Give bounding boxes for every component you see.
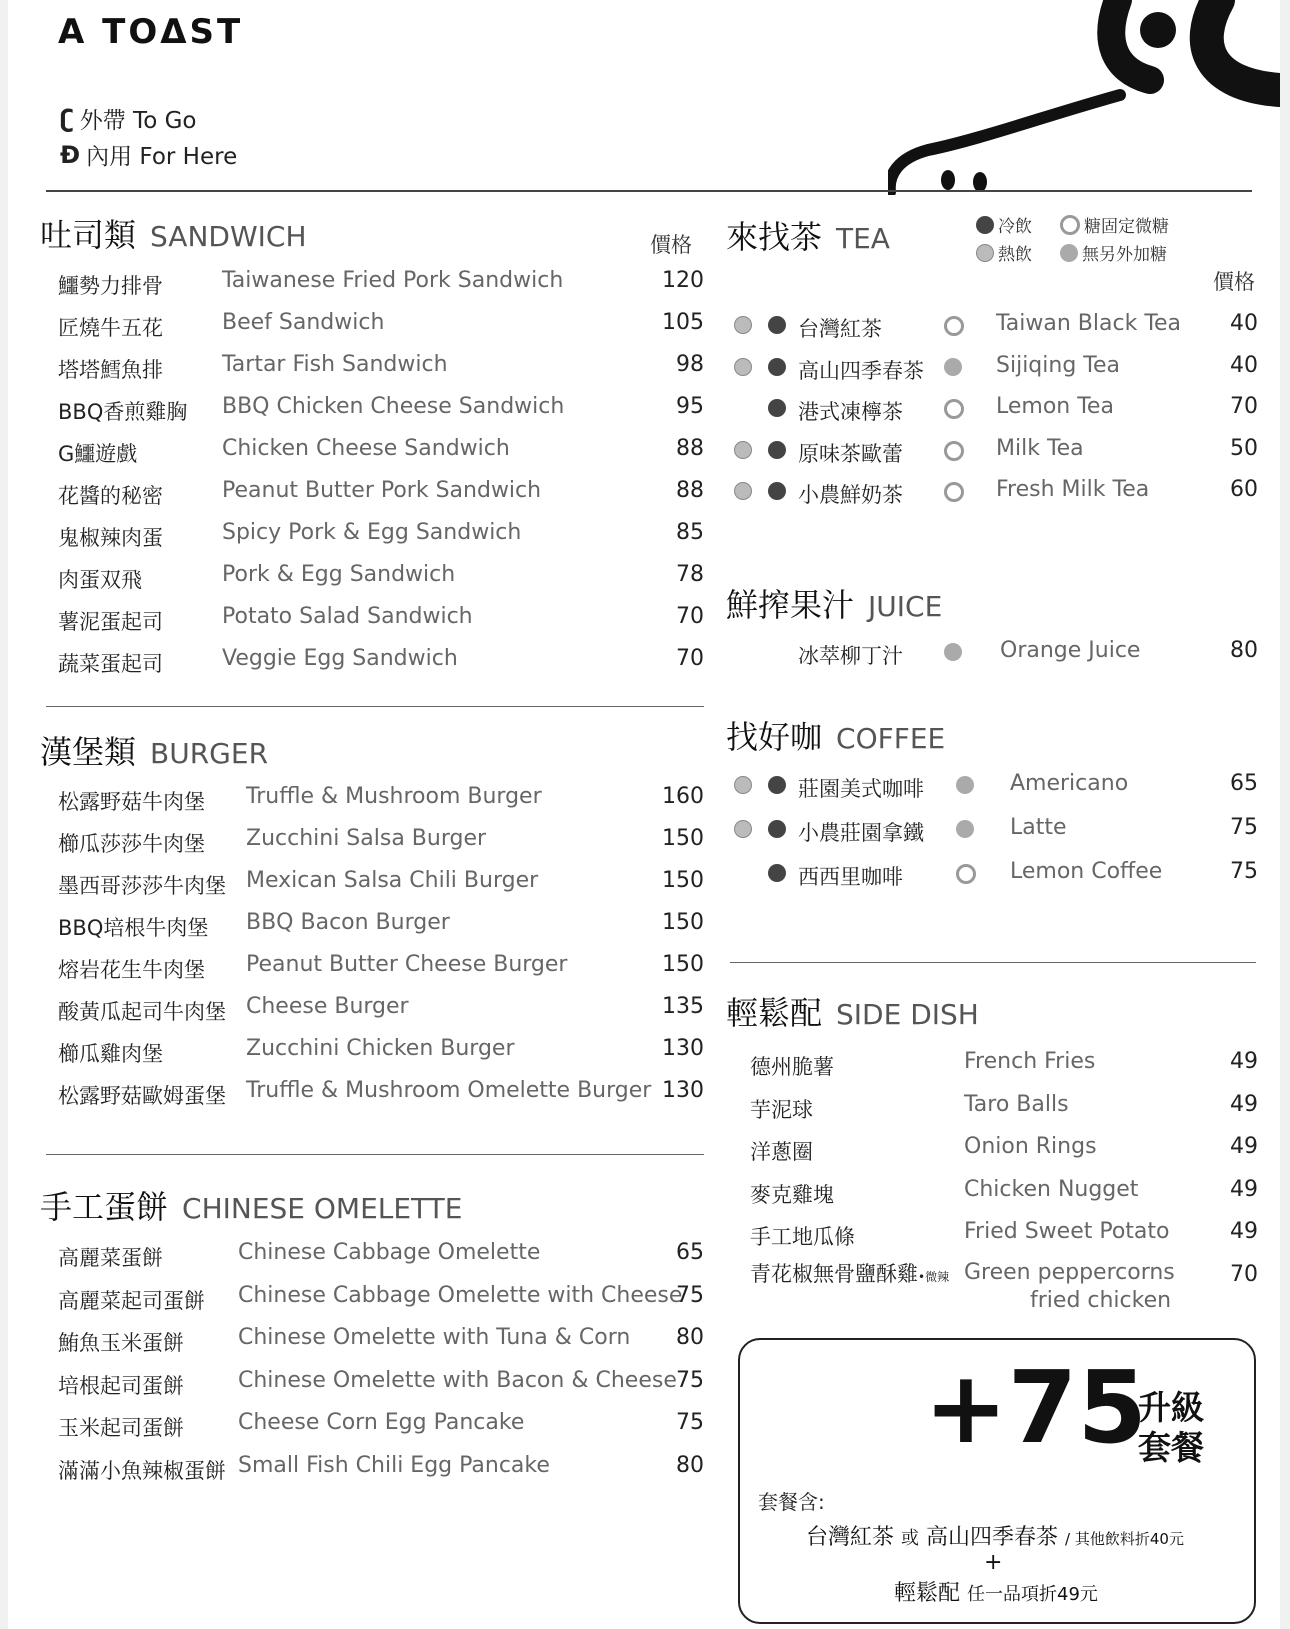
section-title-omelette: 手工蛋餅 CHINESE OMELETTE <box>40 1188 463 1226</box>
divider-burger-omelette <box>46 1154 704 1155</box>
sandwich-item-price: 70 <box>676 646 704 671</box>
burger-item-price: 160 <box>662 784 704 809</box>
sandwich-item-zh: 肉蛋双飛 <box>58 568 142 592</box>
side-item-en: Fried Sweet Potato <box>964 1219 1170 1244</box>
side-item-price: 49 <box>1230 1219 1258 1244</box>
cold-drink-icon <box>768 482 786 500</box>
hot-drink-icon <box>976 244 994 262</box>
burger-item-zh: 櫛瓜莎莎牛肉堡 <box>58 832 205 856</box>
sandwich-item-en: Taiwanese Fried Pork Sandwich <box>222 268 564 293</box>
tea-item-en: Milk Tea <box>996 435 1084 461</box>
sandwich-item-price: 95 <box>676 394 704 419</box>
legend-to-go-label: 外帶 To Go <box>79 108 197 134</box>
side-item-zh: 麥克雞塊 <box>750 1182 834 1207</box>
sandwich-item-price: 70 <box>676 604 704 629</box>
omelette-item-zh: 玉米起司蛋餅 <box>58 1416 184 1440</box>
burger-item-en: BBQ Bacon Burger <box>246 910 450 935</box>
sandwich-item-zh: 塔塔鱈魚排 <box>58 358 163 382</box>
tea-item-zh: 台灣紅茶 <box>798 317 882 341</box>
section-title-sandwich: 吐司類 SANDWICH <box>40 216 307 254</box>
sandwich-item-price: 85 <box>676 520 704 545</box>
price-header-right: 價格 <box>1213 270 1255 294</box>
omelette-item-zh: 高麗菜蛋餅 <box>58 1246 163 1270</box>
burger-item-price: 130 <box>662 1078 704 1103</box>
no-sugar-icon <box>944 643 962 661</box>
sandwich-item-en: Spicy Pork & Egg Sandwich <box>222 520 522 545</box>
sandwich-item-en: Pork & Egg Sandwich <box>222 562 456 587</box>
sandwich-item-zh: 薯泥蛋起司 <box>58 610 163 634</box>
no-sugar-icon <box>944 358 962 376</box>
tea-item-price: 40 <box>1230 352 1258 378</box>
sandwich-item-en: Tartar Fish Sandwich <box>222 352 448 377</box>
legend-no-sugar: 無另外加糖 <box>1060 240 1167 265</box>
coffee-item-zh: 莊園美式咖啡 <box>798 777 924 801</box>
section-title-side: 輕鬆配 SIDE DISH <box>726 994 979 1032</box>
omelette-item-price: 80 <box>676 1325 704 1350</box>
hot-drink-icon <box>734 482 752 500</box>
side-item-zh: 洋蔥圈 <box>750 1140 813 1164</box>
coffee-item-en: Latte <box>1010 815 1067 840</box>
burger-item-price: 135 <box>662 994 704 1019</box>
burger-item-zh: 松露野菇牛肉堡 <box>58 790 205 814</box>
price-header-left: 價格 <box>650 233 692 257</box>
omelette-item-price: 80 <box>676 1452 704 1478</box>
legend-for-here-label: 內用 For Here <box>86 144 238 170</box>
sandwich-item-zh: 鬼椒辣肉蛋 <box>58 526 163 550</box>
burger-item-zh: 松露野菇歐姆蛋堡 <box>58 1084 226 1108</box>
no-sugar-icon <box>1060 244 1078 262</box>
burger-item-en: Truffle & Mushroom Burger <box>246 784 542 809</box>
sandwich-item-price: 98 <box>676 352 704 377</box>
juice-item-zh: 冰萃柳丁汁 <box>798 644 903 668</box>
coffee-item-en: Americano <box>1010 771 1129 796</box>
tea-item-en: Lemon Tea <box>996 394 1114 419</box>
cold-drink-icon <box>768 864 786 882</box>
coffee-item-price: 75 <box>1230 815 1258 840</box>
burger-item-zh: 櫛瓜雞肉堡 <box>58 1042 163 1066</box>
side-item-zh: 手工地瓜條 <box>750 1225 855 1249</box>
fixed-sugar-icon <box>944 316 964 336</box>
burger-item-price: 150 <box>662 868 704 893</box>
combo-label-2: 套餐 <box>1138 1428 1204 1467</box>
fixed-sugar-icon <box>956 864 976 884</box>
side-item-zh-special: 青花椒無骨鹽酥雞•微辣 <box>750 1262 950 1286</box>
burger-item-en: Zucchini Chicken Burger <box>246 1036 515 1061</box>
sandwich-item-price: 78 <box>676 562 704 587</box>
menu-page <box>8 0 1280 1629</box>
side-item-zh: 芋泥球 <box>750 1097 813 1122</box>
divider-coffee-side <box>730 962 1256 963</box>
sandwich-item-zh: 蔬菜蛋起司 <box>58 652 163 676</box>
juice-item-en: Orange Juice <box>1000 638 1141 663</box>
burger-item-zh: BBQ培根牛肉堡 <box>58 916 209 940</box>
sandwich-item-price: 105 <box>662 310 704 335</box>
combo-label-1: 升級 <box>1138 1388 1204 1427</box>
side-item-en-special-2: fried chicken <box>1030 1288 1172 1313</box>
omelette-item-en: Cheese Corn Egg Pancake <box>238 1410 525 1435</box>
sandwich-item-en: Veggie Egg Sandwich <box>222 646 458 671</box>
burger-item-price: 150 <box>662 910 704 935</box>
tea-item-price: 50 <box>1230 435 1258 461</box>
sandwich-item-price: 88 <box>676 478 704 503</box>
cold-drink-icon <box>976 216 994 234</box>
section-title-coffee: 找好咖 COFFEE <box>726 718 946 756</box>
section-title-tea: 來找茶 TEA <box>726 218 890 256</box>
tea-item-en: Sijiqing Tea <box>996 352 1120 378</box>
hot-drink-icon <box>734 820 752 838</box>
coffee-item-price: 75 <box>1230 859 1258 884</box>
omelette-item-en: Chinese Omelette with Tuna & Corn <box>238 1325 631 1350</box>
side-item-price-special: 70 <box>1230 1262 1258 1287</box>
sandwich-item-en: Peanut Butter Pork Sandwich <box>222 478 542 503</box>
side-item-en: Chicken Nugget <box>964 1176 1139 1202</box>
burger-item-en: Zucchini Salsa Burger <box>246 826 487 851</box>
legend-cold: 冷飲 <box>976 212 1032 237</box>
for-here-icon: Ð <box>60 140 81 169</box>
side-item-en: Onion Rings <box>964 1134 1097 1159</box>
omelette-item-en: Chinese Omelette with Bacon & Cheese <box>238 1367 677 1393</box>
burger-item-price: 150 <box>662 826 704 851</box>
cold-drink-icon <box>768 316 786 334</box>
fixed-sugar-icon <box>944 399 964 419</box>
tea-item-price: 60 <box>1230 477 1258 502</box>
tea-item-price: 70 <box>1230 394 1258 419</box>
sandwich-item-zh: 匠燒牛五花 <box>58 316 163 340</box>
tea-item-price: 40 <box>1230 311 1258 336</box>
side-item-en: Taro Balls <box>964 1091 1069 1117</box>
section-title-burger: 漢堡類 BURGER <box>40 733 269 771</box>
burger-item-en: Peanut Butter Cheese Burger <box>246 952 568 977</box>
coffee-item-zh: 小農莊園拿鐵 <box>798 821 924 845</box>
sandwich-item-zh: G鱷遊戲 <box>58 442 138 466</box>
sandwich-item-en: BBQ Chicken Cheese Sandwich <box>222 394 565 419</box>
sandwich-item-zh: 鱷勢力排骨 <box>58 274 163 298</box>
burger-item-en: Truffle & Mushroom Omelette Burger <box>246 1078 652 1103</box>
to-go-icon: ʗ <box>60 104 74 133</box>
tea-item-zh: 原味茶歐蕾 <box>798 441 903 466</box>
fixed-sugar-icon <box>944 441 964 461</box>
side-item-en: French Fries <box>964 1049 1096 1074</box>
cold-drink-icon <box>768 358 786 376</box>
sandwich-item-en: Chicken Cheese Sandwich <box>222 436 510 461</box>
side-item-zh: 德州脆薯 <box>750 1055 834 1079</box>
fixed-sugar-icon <box>944 482 964 502</box>
combo-plus: + <box>984 1550 1003 1575</box>
omelette-item-zh: 培根起司蛋餅 <box>58 1373 184 1398</box>
omelette-item-zh: 鮪魚玉米蛋餅 <box>58 1331 184 1355</box>
omelette-item-en: Chinese Cabbage Omelette with Cheese <box>238 1282 683 1308</box>
side-item-en-special: Green peppercorns <box>964 1260 1175 1285</box>
cold-drink-icon <box>768 441 786 459</box>
no-sugar-icon <box>956 820 974 838</box>
legend-for-here <box>60 138 237 171</box>
coffee-item-price: 65 <box>1230 771 1258 796</box>
legend-fixed-sugar: 糖固定微糖 <box>1060 212 1169 237</box>
coffee-item-zh: 西西里咖啡 <box>798 865 903 889</box>
juice-item-price: 80 <box>1230 638 1258 663</box>
side-item-price: 49 <box>1230 1049 1258 1074</box>
burger-item-price: 150 <box>662 952 704 977</box>
brand-logo: A TOΔST <box>58 12 244 52</box>
omelette-item-price: 75 <box>676 1410 704 1435</box>
hot-drink-icon <box>734 316 752 334</box>
fixed-sugar-icon <box>1060 215 1080 235</box>
burger-item-zh: 酸黃瓜起司牛肉堡 <box>58 1000 226 1024</box>
burger-item-price: 130 <box>662 1036 704 1061</box>
tea-item-en: Fresh Milk Tea <box>996 477 1150 502</box>
sandwich-item-en: Potato Salad Sandwich <box>222 604 473 629</box>
tea-item-zh: 港式凍檸茶 <box>798 400 903 424</box>
hot-drink-icon <box>734 776 752 794</box>
side-item-price: 49 <box>1230 1134 1258 1159</box>
mascot-illustration <box>888 0 1280 195</box>
burger-item-en: Mexican Salsa Chili Burger <box>246 868 539 893</box>
combo-price: +75 <box>924 1349 1147 1466</box>
legend-hot: 熱飲 <box>976 240 1032 265</box>
combo-includes-label: 套餐含: <box>758 1490 825 1514</box>
sandwich-item-price: 88 <box>676 436 704 461</box>
cold-drink-icon <box>768 776 786 794</box>
omelette-item-price: 65 <box>676 1240 704 1265</box>
side-item-price: 49 <box>1230 1176 1258 1202</box>
hot-drink-icon <box>734 441 752 459</box>
cold-drink-icon <box>768 399 786 417</box>
section-title-juice: 鮮搾果汁 JUICE <box>726 586 943 624</box>
burger-item-en: Cheese Burger <box>246 994 409 1019</box>
omelette-item-en: Small Fish Chili Egg Pancake <box>238 1452 550 1478</box>
mild-spicy-note: •微辣 <box>918 1270 950 1284</box>
tea-item-zh: 高山四季春茶 <box>798 358 924 383</box>
side-item-price: 49 <box>1230 1091 1258 1117</box>
omelette-item-en: Chinese Cabbage Omelette <box>238 1240 541 1265</box>
burger-item-zh: 熔岩花生牛肉堡 <box>58 958 205 982</box>
combo-line-2: 輕鬆配 任一品項折49元 <box>894 1581 1098 1606</box>
tea-item-en: Taiwan Black Tea <box>996 311 1182 336</box>
sandwich-item-zh: 花醬的秘密 <box>58 484 163 508</box>
legend-to-go <box>60 102 196 135</box>
cold-drink-icon <box>768 820 786 838</box>
hot-drink-icon <box>734 358 752 376</box>
sandwich-item-en: Beef Sandwich <box>222 310 385 335</box>
omelette-item-price: 75 <box>676 1282 704 1308</box>
burger-item-zh: 墨西哥莎莎牛肉堡 <box>58 874 226 898</box>
sandwich-item-zh: BBQ香煎雞胸 <box>58 400 188 424</box>
no-sugar-icon <box>956 776 974 794</box>
divider-sandwich-burger <box>46 706 704 707</box>
header-divider <box>46 190 1252 192</box>
omelette-item-zh: 高麗菜起司蛋餅 <box>58 1288 205 1313</box>
sandwich-item-price: 120 <box>662 268 704 293</box>
omelette-item-price: 75 <box>676 1367 704 1393</box>
omelette-item-zh: 滿滿小魚辣椒蛋餅 <box>58 1458 226 1483</box>
tea-item-zh: 小農鮮奶茶 <box>798 483 903 507</box>
combo-line-1: 台灣紅茶 或 高山四季春茶 / 其他飲料折40元 <box>806 1525 1184 1550</box>
coffee-item-en: Lemon Coffee <box>1010 859 1163 884</box>
